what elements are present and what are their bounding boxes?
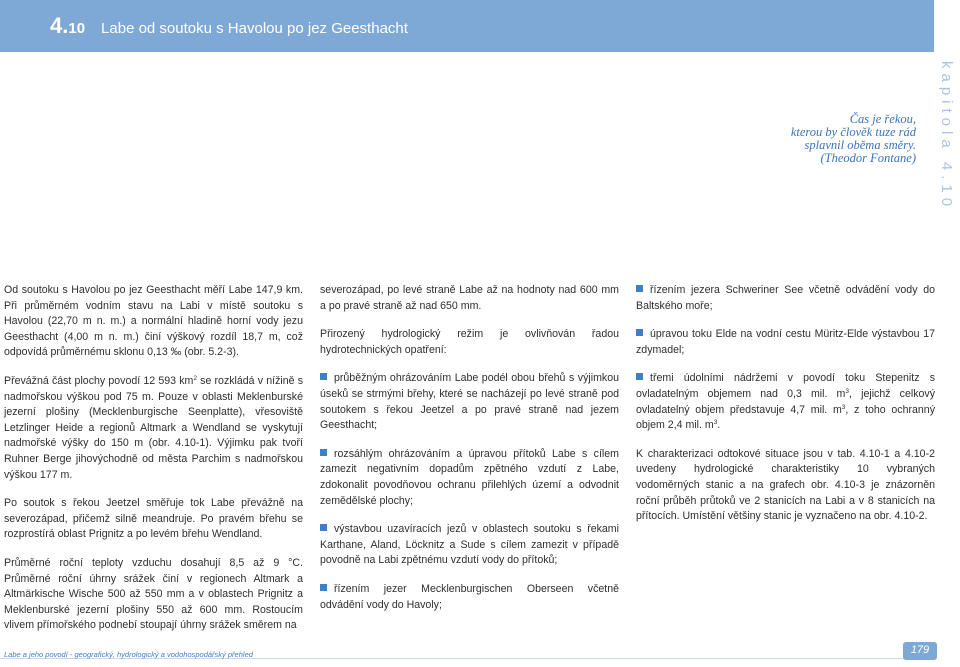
chapter-title-text: Labe od soutoku s Havolou po jez Geesthacht [101,20,408,37]
paragraph: severozápad, po levé straně Labe až na hodnoty nad 600 mm a po pravé straně až nad 650 mm. [320,284,619,312]
paragraph: Přirozený hydrologický režim je ovlivňován řadou hydrotechnických opatření: [320,328,619,356]
bullet-item: průběžným ohrázováním Labe podél obou břehů s výjimkou úseků se strmými břehy, které se nacházejí po levé straně pod soutokem s řekou Jeetzel a po pravé straně nad jezem Geesthacht; [320,372,619,432]
bullet-item: rozsáhlým ohrázováním a úpravou přítoků Labe s cílem zamezit negativním dopadům zpětného vzdutí z Labe, zdokonalit povodňovou ochranu přilehlých území a odvodnit zemědělské plochy; [320,447,619,507]
text-column-3 [636,283,935,538]
chapter-side-label: kapitola 4.10 [938,61,955,212]
bullet-square-icon [636,373,643,380]
bullet-item: výstavbou uzavíracích jezů v oblastech soutoku s řekami Karthane, Aland, Löcknitz a Sude s cílem zamezit v případě povodně na Labi zpětnému vzdutí vody do přítoků; [320,523,619,567]
quote-line: kterou by člověk tuze rád [790,125,916,139]
bullet-item: úpravou toku Elde na vodní cestu Müritz-Elde výstavbou 17 zdymadel; [636,328,935,356]
bullet-square-icon [320,524,327,531]
bullet-item: řízením jezer Mecklenburgischen Oberseen včetně odvádění vody do Havoly; [320,582,619,611]
text-column-2 [320,283,619,626]
paragraph: Po soutok s řekou Jeetzel směřuje tok Labe převážně na severozápad, přičemž silně meandruje. Po pravém břehu se rozprostírá oblast Prignitz a po levém břehu Wendland. [4,497,303,541]
chapter-number: 4. [50,13,69,38]
bullet-square-icon [320,584,327,591]
epigraph-quote [616,113,916,165]
footer-text: Labe a jeho povodí - geografický, hydrologický a vodohospodářský přehled [4,650,253,659]
paragraph: Od soutoku s Havolou po jez Geesthacht měří Labe 147,9 km. Při průměrném vodním stavu na Labi v místě soutoku s Havolou (22,70 m n. m.) a normální hladině horní vody jezu Geesthacht (4,00 m n. m.) činí výškový rozdíl 18,7 m, což odpovídá průměrnému sklonu 0,13 ‰ (obr. 5.2-3). [4,284,303,359]
chapter-title [50,13,408,39]
bullet-square-icon [636,329,643,336]
quote-line: Čas je řekou, [849,112,916,126]
quote-author: (Theodor Fontane) [820,151,916,165]
text-column-1 [4,283,303,647]
page-number: 179 [910,644,930,656]
bullet-square-icon [320,449,327,456]
bullet-item: třemi údolními nádržemi v povodí toku Stepenitz s ovladatelným objemem nad 0,3 mil. $m^3$, jejichž celkový ovladatelný objem představuje 4,7 mil. $m^3$, z toho ochranný objem 2,4 mil. $m^3$. [636,372,935,432]
quote-line: splavnil oběma směry. [804,138,916,152]
bullet-square-icon [320,373,327,380]
paragraph: Převážná část plochy povodí 12 593 $km^2$ se rozkládá v nížině s nadmořskou výškou pod 75 m. Pouze v oblasti Meklenburské jezerní plošiny (Mecklenburgische Seenplatte), vřesoviště Letzlinger Heide a regionů Altmark a Wendland se vyskytují nadmořské výšky do 150 m (obr. 4.10-1). Výjimku pak tvoří Ruhner Berge jihovýchodně od města Parchim s nadmořskou výškou 177 m. [4,374,303,481]
bullet-square-icon [636,285,643,292]
paragraph: Průměrné roční teploty vzduchu dosahují 8,5 až 9 °C. Průměrné roční úhrny srážek činí v regionech Altmark a Altmärkische Wische 500 až 550 mm a v oblastech Prignitz a Meklenburské jezerní plošiny 550 až 600 mm. Rostoucím vlivem přímořského podnebí stoupají úhrny srážek směrem na [4,556,303,632]
chapter-subnumber: 10 [68,20,86,37]
bullet-item: řízením jezera Schweriner See včetně odvádění vody do Baltského moře; [636,284,935,312]
paragraph: K charakterizaci odtokové situace jsou v tab. 4.10-1 a 4.10-2 uvedeny hydrologické charakteristiky 10 vybraných vodoměrných stanic a na grafech obr. 4.10-3 je znázorněn roční průběh průtoků ve 2 stanicích na Labi a v 8 stanicích na přítocích. Umístění většiny stanic je vyznačeno na obr. 4.10-2. [636,447,935,523]
